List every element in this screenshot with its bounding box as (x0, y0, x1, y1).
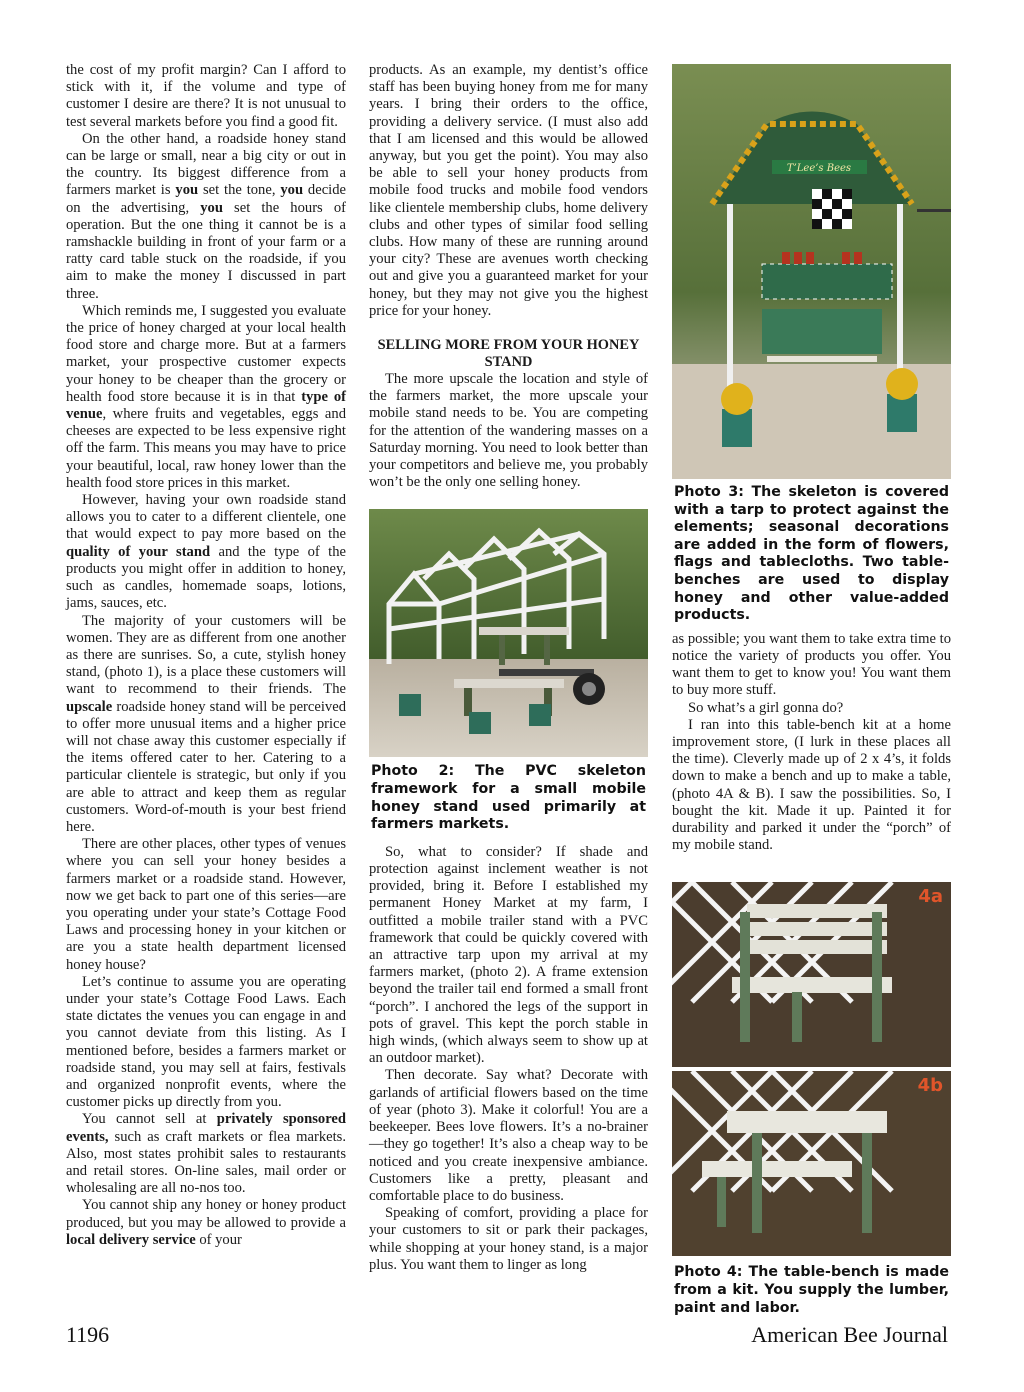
photo-4-caption: Photo 4: The table-bench is made from a kit. You supply the lumber, paint and labor. (674, 1264, 949, 1316)
photo-4a-label: 4a (918, 886, 943, 908)
paragraph: as possible; you want them to take extra time to notice the variety of products you offer. You want them to get to know you! You want them to buy more stuff. (672, 630, 951, 699)
photo-4a-bench (672, 882, 951, 1067)
page-number: 1196 (66, 1322, 110, 1347)
paragraph: However, having your own roadside stand allows you to cater to a different clientele, one that would expect to pay more based on the quality of your stand and the type of the products you might offer in addition to honey, such as candles, homemade soaps, lotions, jams, sauces, etc. (66, 492, 346, 612)
paragraph: You cannot sell at privately sponsored events, such as craft markets or flea markets. Also, most states prohibit sales to restaurants and retail stores. On-line sales, mail order or wholesaling are all no-nos too. (66, 1111, 346, 1197)
photo-3-caption: Photo 3: The skeleton is covered with a tarp to protect against the elements; seasonal decorations are added in the form of flowers, flags and tablecloths. Two table-benches are used to display honey and other value-added products. (674, 484, 949, 624)
paragraph: Which reminds me, I suggested you evaluate the price of honey charged at your local health food store and charge more. But at a farmers market, your prospective customer expects your honey to be cheaper than the grocery or health food store because it is in that type of venue, where fruits and vegetables, eggs and cheeses are expected to be less expensive right off the farm. This means you may have to price your beautiful, local, raw honey lower than the health food store prices in this market. (66, 302, 346, 491)
paragraph: So, what to consider? If shade and protection against inclement weather is not provided, bring it. Before I established my permanent Honey Market at my farm, I outfitted a mobile trailer stand with a PVC framework that could be quickly covered with an attractive tarp upon my arrival at my farmers market, (photo 2). A frame extension beyond the trailer tail end formed a small front “porch”. I anchored the legs of the support in pots of gravel. This kept the porch stable in high winds, (which always seem to show up at an outdoor market). (369, 843, 648, 1067)
decorated-stand-illustration (672, 64, 951, 479)
paragraph: There are other places, other types of venues where you can sell your honey besides a farmers market or a roadside stand. However, now we get back to part one of this series—are you operating under your state’s Cottage Food Laws and processing honey in your kitchen or are you a state health department licensed honey house? (66, 836, 346, 973)
paragraph: So what’s a girl gonna do? (688, 699, 844, 716)
bench-illustration (672, 882, 951, 1067)
column-2 (369, 62, 648, 1274)
journal-name: American Bee Journal (751, 1322, 948, 1347)
paragraph: Let’s continue to assume you are operating under your state’s Cottage Food Laws. Each state dictates the venues you can engage in and you cannot deviate from this listing. As I mentioned before, besides a farmers market or roadside stand, you may sell at fairs, festivals and organized nonprofit events, where the customer picks up directly from you. (66, 973, 346, 1111)
stand-sign: T’Lee’s Bees (786, 163, 852, 174)
photo-2-caption: Photo 2: The PVC skeleton framework for a small mobile honey stand used primarily at farmers markets. (371, 763, 646, 833)
paragraph: The majority of your customers will be women. They are as different from one another as there are sunrises. So, a cute, stylish honey stand, (photo 1), is a place these customers will want to recommend to their friends. The upscale roadside honey stand will be perceived to offer more unusual items and a higher price will not chase away this customer especially if the items offered cater to her. Catering to a particular clientele is strategic, but only if you are able to attract and keep them as regular customers. Word-of-mouth is your best friend here. (66, 612, 346, 835)
column-3 (672, 64, 951, 1317)
photo-4b-label: 4b (917, 1075, 943, 1097)
paragraph: Then decorate. Say what? Decorate with garlands of artificial flowers based on the time of year (photo 3). Make it colorful! You are a beekeeper. Bees love flowers. It’s a no-brainer—they go together! It’s also a cheap way to be noticed and you create inexpensive ambiance. Customers like a pretty, pleasant and comfortable place to do business. (369, 1067, 648, 1204)
paragraph: products. As an example, my dentist’s office staff has been buying honey from me for many years. I bring their orders to the office, providing a delivery service. (I must also add that I am licensed and this would be allowed anyway, but you get the point). You may also be able to sell your honey products from mobile food trucks and mobile food vendors like clientele membership clubs, home delivery clubs and other types of similar food selling clubs. How many of these are running around your city? These are avenues worth checking out and give you a guaranteed market for your honey, but they may not give you the highest price for your honey. (369, 62, 648, 319)
photo-4b-table (672, 1071, 951, 1256)
paragraph: Speaking of comfort, providing a place for your customers to sit or park their packages, while shopping at your honey stand, is a major plus. You want them to linger as long (369, 1205, 648, 1273)
paragraph: the cost of my profit margin? Can I afford to stick with it, if the volume and type of customer I desire are there? It is not unusual to test several markets before you find a good fit. (66, 62, 346, 130)
pvc-frame-illustration (369, 509, 648, 757)
photo-3-decorated-stand (672, 64, 951, 479)
paragraph: On the other hand, a roadside honey stand can be large or small, near a big city or out in the country. Its biggest difference from a farmers market is you set the tone, you decide on the advertising, you set the hours of operation. But the one thing it cannot be is a ramshackle building in front of your farm or a ratty card table stuck on the roadside, if you aim to make the money I discussed in part three. (66, 130, 346, 302)
column-1 (66, 62, 346, 1249)
paragraph: The more upscale the location and style of the farmers market, the more upscale your mobile stand needs to be. You are competing for the attention of the wandering masses on a Saturday morning. You need to look better than your competitors and believe me, you probably won’t be the only one selling honey. (369, 371, 648, 491)
table-illustration (672, 1071, 951, 1256)
photo-2-pvc-frame (369, 509, 648, 757)
paragraph: I ran into this table-bench kit at a home improvement store, (I lurk in these places all the time). Cleverly made up of 2 x 4’s, it folds down to make a bench and up to make a table, (photo 4A & B). I saw the possibilities. So, I bought the kit. Made it up. Painted it for durability and parked it under the “porch” of my mobile stand. (672, 716, 951, 854)
paragraph: You cannot ship any honey or honey product produced, but you may be allowed to provide a local delivery service of your (66, 1197, 346, 1248)
section-heading: SELLING MORE FROM YOUR HONEY STAND (377, 337, 640, 371)
